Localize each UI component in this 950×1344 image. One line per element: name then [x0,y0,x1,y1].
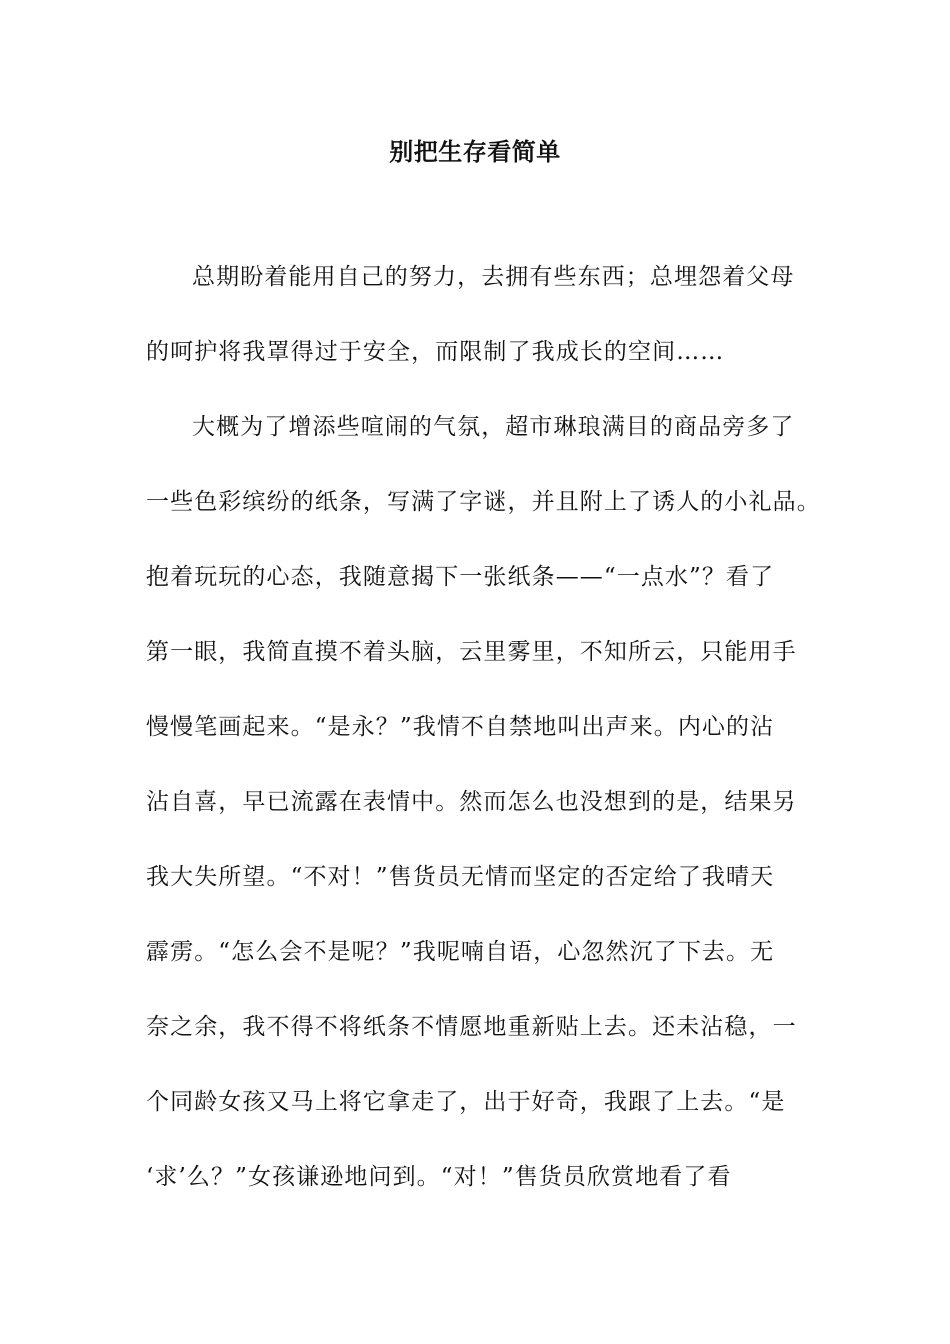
paragraph-2-line-7: 我大失所望。“不对！”售货员无情而坚定的否定给了我晴天 [146,864,775,890]
paragraph-2-line-2: 一些色彩缤纷的纸条，写满了字谜，并且附上了诱人的小礼品。 [146,489,821,515]
paragraph-1-line-2: 的呵护将我罩得过于安全，而限制了我成长的空间…… [146,339,725,365]
paragraph-2-line-8: 霹雳。“怎么会不是呢？”我呢喃自语，心忽然沉了下去。无 [146,939,775,965]
paragraph-2-line-5: 慢慢笔画起来。“是永？”我情不自禁地叫出声来。内心的沾 [146,714,775,740]
paragraph-2-line-10: 个同龄女孩又马上将它拿走了，出于好奇，我跟了上去。“是 [146,1089,786,1115]
page-title: 别把生存看简单 [389,137,561,166]
paragraph-2-line-4: 第一眼，我简直摸不着头脑，云里雾里，不知所云，只能用手 [146,639,797,665]
paragraph-2-line-6: 沾自喜，早已流露在表情中。然而怎么也没想到的是，结果另 [146,789,797,815]
article-body [146,255,826,1230]
paragraph-2-line-3: 抱着玩玩的心态，我随意揭下一张纸条——“一点水”？看了 [146,564,775,590]
paragraph-2-line-1: 大概为了增添些喧闹的气氛，超市琳琅满目的商品旁多了 [192,414,795,440]
paragraph-2-line-9: 奈之余，我不得不将纸条不情愿地重新贴上去。还未沾稳，一 [146,1014,797,1040]
paragraph-1-line-1: 总期盼着能用自己的努力，去拥有些东西；总埋怨着父母 [192,264,795,290]
paragraph-2-line-11: ‘求’么？”女孩谦逊地问到。“对！”售货员欣赏地看了看 [146,1164,732,1190]
